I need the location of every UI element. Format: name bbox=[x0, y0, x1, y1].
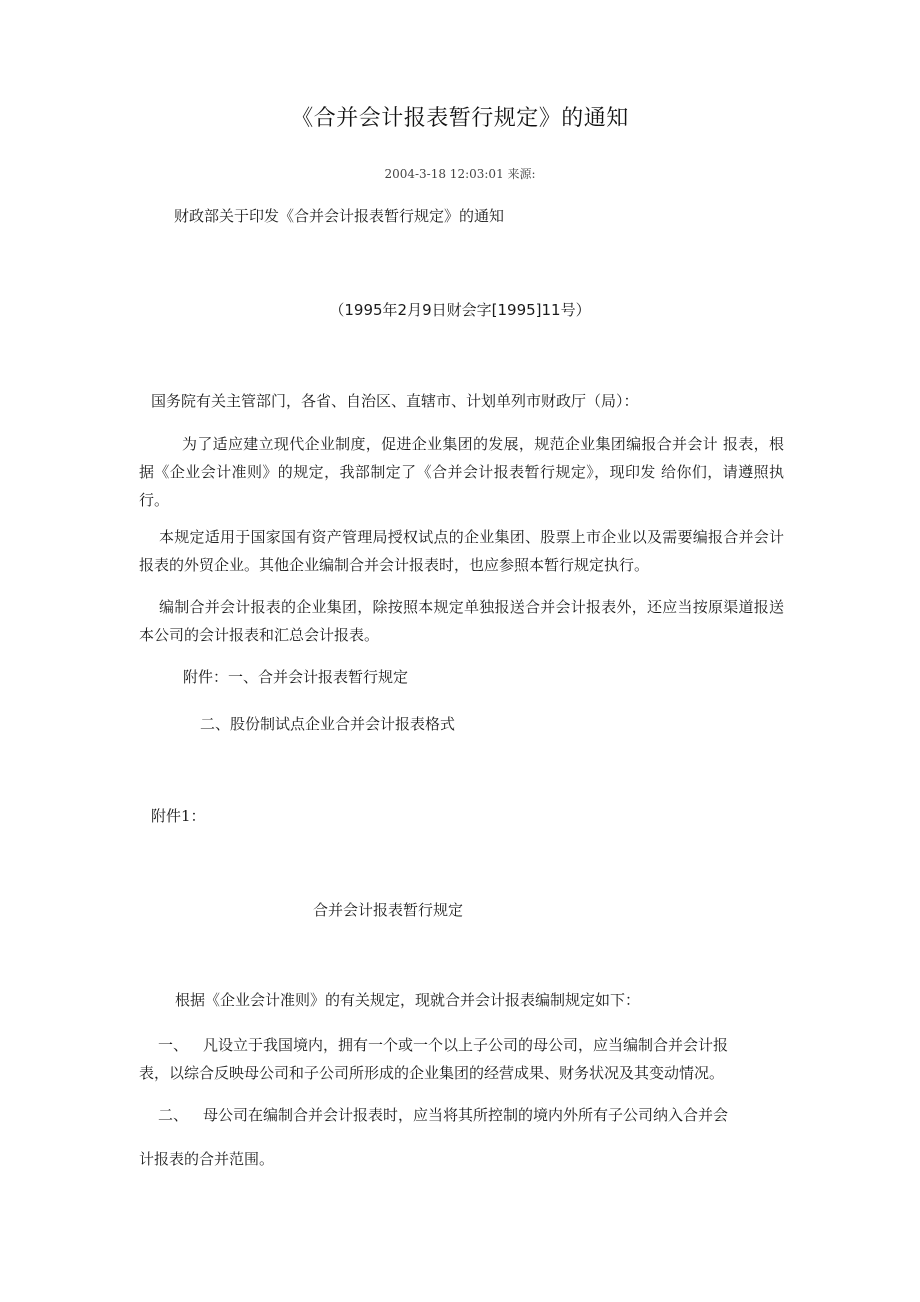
document-number: （1995年2月9日财会字[1995]11号） bbox=[329, 301, 591, 319]
article-1-text-line2: 表，以综合反映母公司和子公司所形成的企业集团的经营成果、财务状况及其变动情况。 bbox=[139, 1064, 725, 1082]
appendix-heading: 合并会计报表暂行规定 bbox=[313, 901, 464, 919]
article-1-text-line1: 凡设立于我国境内，拥有一个或一个以上子公司的母公司，应当编制合并会计报 bbox=[203, 1036, 729, 1054]
attachment-item-1: 附件：一、合并会计报表暂行规定 bbox=[183, 668, 409, 686]
notice-subtitle: 财政部关于印发《合并会计报表暂行规定》的通知 bbox=[174, 207, 505, 225]
article-2-number: 二、 bbox=[158, 1106, 189, 1124]
paragraph-purpose: 为了适应建立现代企业制度，促进企业集团的发展，规范企业集团编报合并会计 报表，根据《企业会计准则》的规定，我部制定了《合并会计报表暂行规定》，现印发 给你们，请遵照执行。 bbox=[139, 435, 784, 509]
document-title: 《合并会计报表暂行规定》的通知 bbox=[291, 106, 629, 131]
article-2-text-line1: 母公司在编制合并会计报表时，应当将其所控制的境内外所有子公司纳入合并会 bbox=[203, 1106, 729, 1124]
addressee-line: 国务院有关主管部门，各省、自治区、直辖市、计划单列市财政厅（局）： bbox=[151, 392, 639, 410]
paragraph-scope: 本规定适用于国家国有资产管理局授权试点的企业集团、股票上市企业以及需要编报合并会计报表的外贸企业。其他企业编制合并会计报表时，也应参照本暂行规定执行。 bbox=[139, 528, 784, 574]
paragraph-reporting: 编制合并会计报表的企业集团，除按照本规定单独报送合并会计报表外，还应当按原渠道报送本公司的会计报表和汇总会计报表。 bbox=[139, 598, 784, 644]
appendix-label: 附件1： bbox=[151, 807, 206, 825]
article-1-number: 一、 bbox=[158, 1036, 189, 1054]
appendix-intro: 根据《企业会计准则》的有关规定，现就合并会计报表编制规定如下： bbox=[175, 991, 641, 1009]
article-2-text-line2: 计报表的合并范围。 bbox=[139, 1150, 275, 1168]
publish-meta: 2004-3-18 12:03:01 来源: bbox=[384, 167, 536, 181]
attachment-item-2: 二、股份制试点企业合并会计报表格式 bbox=[200, 715, 456, 733]
